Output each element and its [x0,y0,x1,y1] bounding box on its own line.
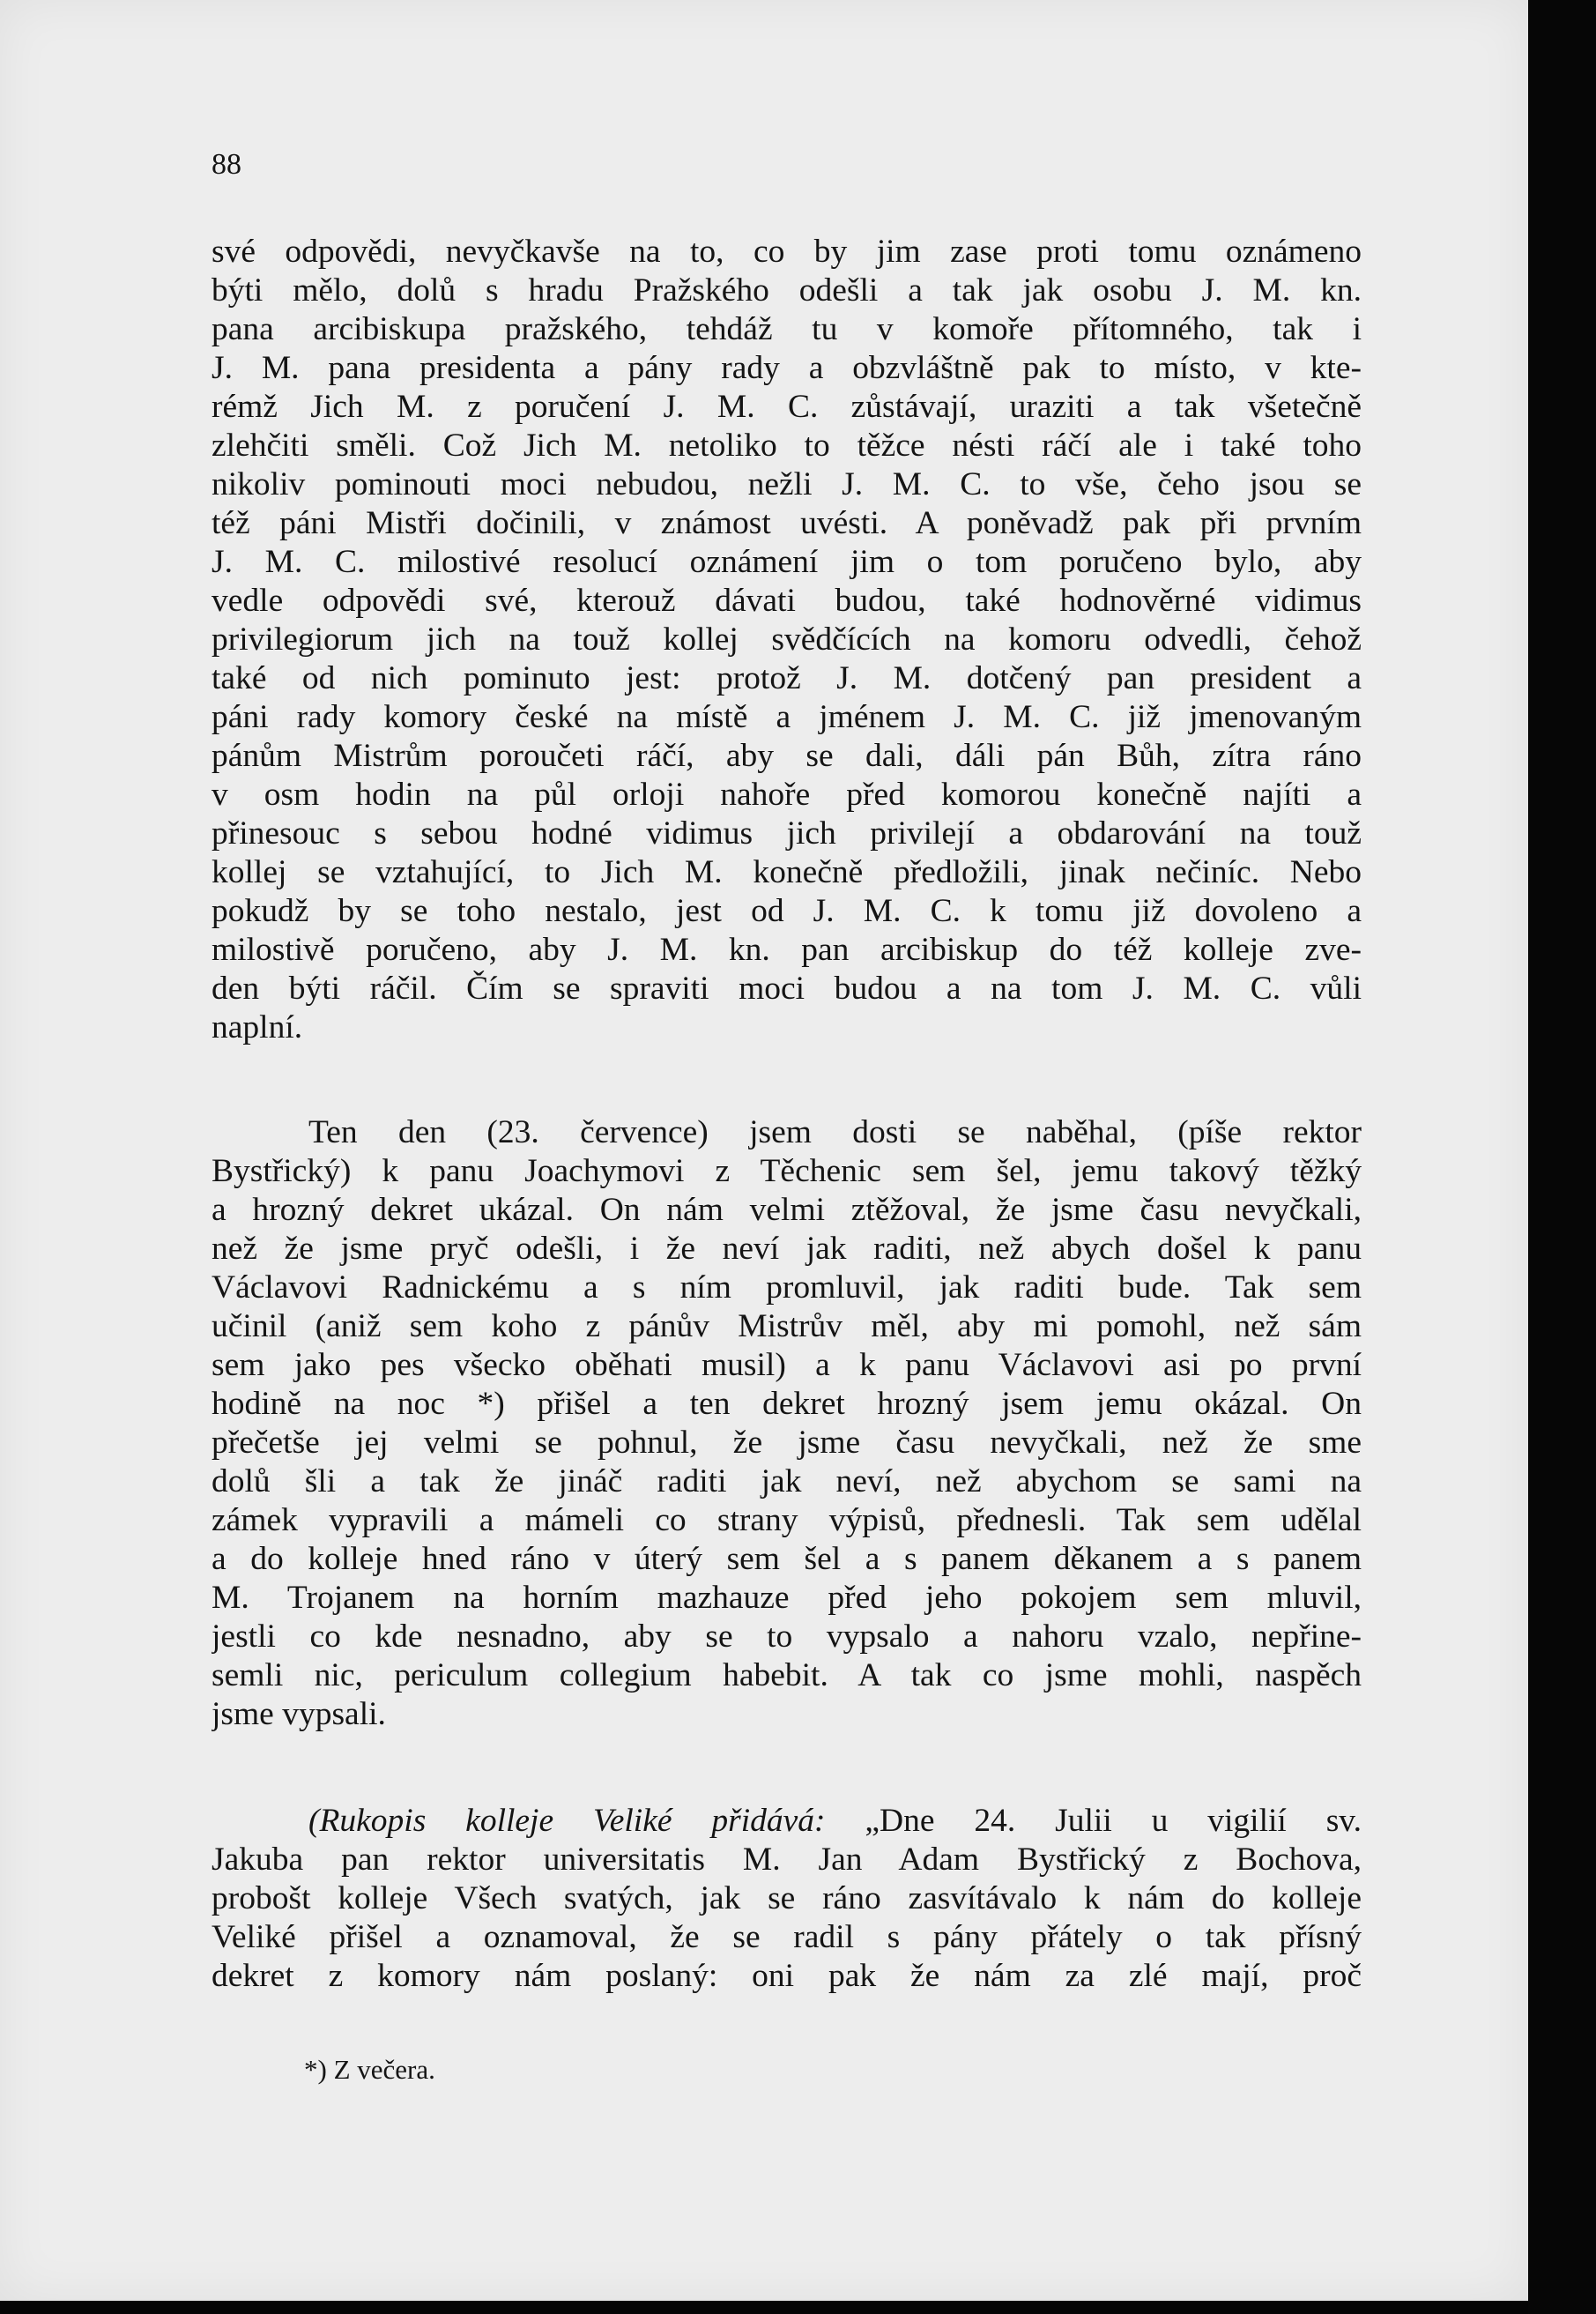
text-line: Jakuba pan rektor universitatis M. Jan Adam Bystřický z Bochova, [212,1842,1362,1878]
text-line: M. Trojanem na horním mazhauze před jeho pokojem sem mluvil, [212,1580,1362,1616]
text-line: nikoliv pominouti moci nebudou, nežli J. M. C. to vše, čeho jsou se [212,466,1362,502]
paragraph-body [212,1113,1362,1734]
text-line: semli nic, periculum collegium habebit. A tak co jsme mohli, naspěch [212,1657,1362,1693]
text-line: privilegiorum jich na touž kollej svědčících na komoru odvedli, čehož [212,621,1362,658]
text-line: kollej se vztahující, to Jich M. konečně předložili, jinak nečiníc. Nebo [212,854,1362,890]
text-line [212,1802,1362,1841]
text-line: jsme vypsali. [212,1696,386,1732]
text-line: jestli co kde nesnadno, aby se to vypsalo a nahoru vzalo, nepřine- [212,1618,1362,1655]
text-line: den býti ráčil. Čím se spraviti moci budou a na tom J. M. C. vůli [212,971,1362,1007]
text-line: hodině na noc *) přišel a ten dekret hrozný jsem jemu okázal. On [212,1386,1362,1422]
text-line: též páni Mistři dočinili, v známost uvésti. A poněvadž pak při prvním [212,505,1362,541]
text-line: dolů šli a tak že jináč raditi jak neví, než abychom se sami na [212,1463,1362,1499]
text-line: milostivě poručeno, aby J. M. kn. pan arcibiskup do též kolleje zve- [212,932,1362,968]
text-line: a hrozný dekret ukázal. On nám velmi ztěžoval, že jsme času nevyčkali, [212,1192,1362,1228]
page-number: 88 [212,148,241,181]
paragraph-rector-account [212,1113,1362,1734]
text-line: pana arcibiskupa pražského, tehdáž tu v komoře přítomného, tak i [212,311,1362,347]
text-line: J. M. pana presidenta a pány rady a obzvláštně pak to místo, v kte- [212,350,1362,386]
footnote: *) Z večera. [304,2054,435,2085]
text-line: než že jsme pryč odešli, i že neví jak raditi, než abych došel k panu [212,1231,1362,1267]
paragraph-manuscript-addition [212,1802,1362,1996]
paragraph-body [212,1802,1362,1996]
text-line: rémž Jich M. z poručení J. M. C. zůstávají, uraziti a tak všetečně [212,389,1362,425]
text-line: v osm hodin na půl orloji nahoře před komorou konečně najíti a [212,777,1362,813]
text-line: své odpovědi, nevyčkavše na to, co by jim zase proti tomu oznámeno [212,234,1362,270]
text-line: učinil (aniž sem koho z pánův Mistrův měl, aby mi pomohl, než sám [212,1308,1362,1344]
text-line: Bystřický) k panu Joachymovi z Těchenic sem šel, jemu takový těžký [212,1153,1362,1189]
paragraph-decree-text [212,233,1362,1047]
text-line: naplní. [212,1009,303,1045]
text-line: dekret z komory nám poslaný: oni pak že nám za zlé mají, proč [212,1958,1362,1994]
text-line: sem jako pes všecko oběhati musil) a k panu Václavovi asi po první [212,1347,1362,1383]
italic-lead-in: (Rukopis kolleje Veliké přidává: [308,1803,826,1839]
text-line: Ten den (23. července) jsem dosti se naběhal, (píše rektor [308,1114,1362,1150]
text-line: pokudž by se toho nestalo, jest od J. M. C. k tomu již dovoleno a [212,893,1362,929]
text-line: probošt kolleje Všech svatých, jak se ráno zasvítávalo k nám do kolleje [212,1880,1362,1916]
text-line: Veliké přišel a oznamoval, že se radil s pány přátely o tak přísný [212,1919,1362,1955]
text-line: páni rady komory české na místě a jménem J. M. C. již jmenovaným [212,699,1362,735]
text-line: a do kolleje hned ráno v úterý sem šel a s panem děkanem a s panem [212,1541,1362,1577]
scan-border [1528,0,1596,2314]
text-line: býti mělo, dolů s hradu Pražského odešli a tak jak osobu J. M. kn. [212,272,1362,309]
text-line-rest: „Dne 24. Julii u vigilií sv. [865,1803,1362,1839]
text-line: Václavovi Radnickému a s ním promluvil, jak raditi bude. Tak sem [212,1269,1362,1306]
text-line: zlehčiti směli. Což Jich M. netoliko to těžce nésti ráčí ale i také toho [212,428,1362,464]
text-line: přečetše jej velmi se pohnul, že jsme času nevyčkali, než že sme [212,1425,1362,1461]
text-line: zámek vypravili a mámeli co strany výpisů, přednesli. Tak sem udělal [212,1502,1362,1538]
text-line: také od nich pominuto jest: protož J. M. dotčený pan president a [212,660,1362,696]
paragraph-body [212,233,1362,1047]
text-line: přinesouc s sebou hodné vidimus jich privilejí a obdarování na touž [212,815,1362,852]
text-line: vedle odpovědi své, kterouž dávati budou, také hodnověrné vidimus [212,583,1362,619]
text-line: pánům Mistrům poroučeti ráčí, aby se dali, dáli pán Bůh, zítra ráno [212,738,1362,774]
text-line: J. M. C. milostivé resolucí oznámení jim o tom poručeno bylo, aby [212,544,1362,580]
